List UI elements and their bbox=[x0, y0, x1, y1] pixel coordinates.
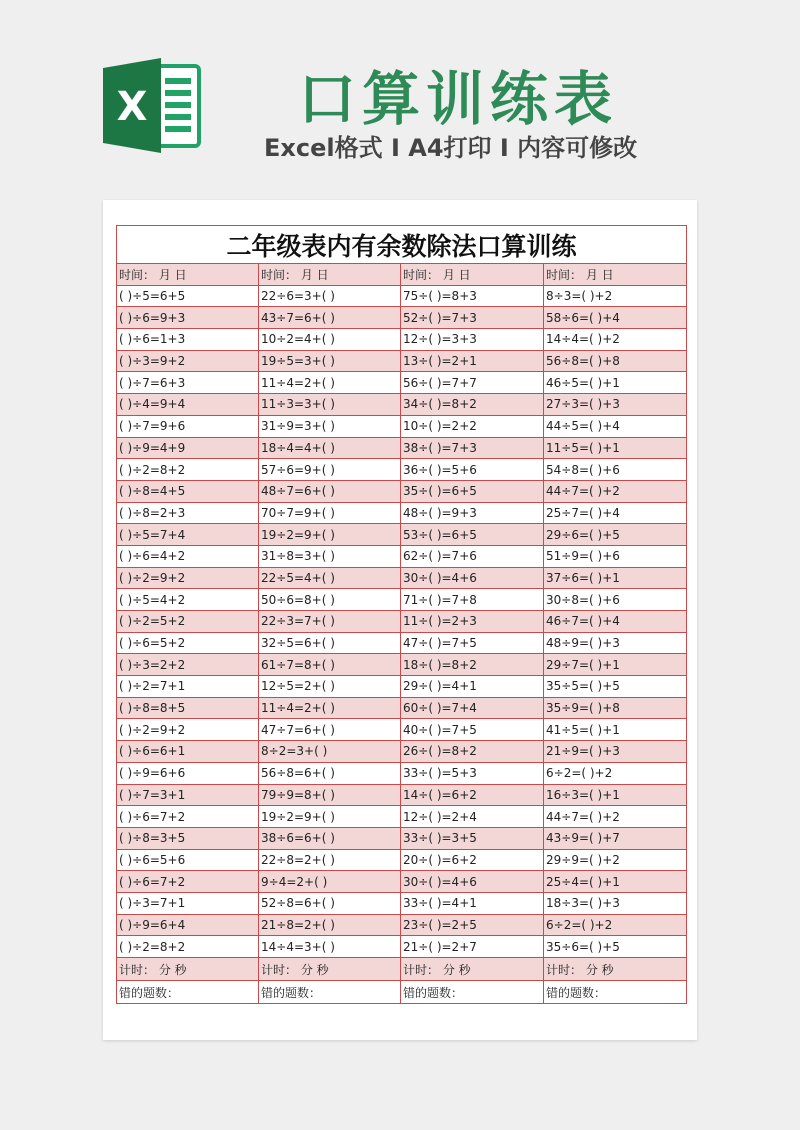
table-row bbox=[117, 372, 687, 394]
problem-cell[interactable]: 32÷5=6+( ) bbox=[259, 632, 401, 654]
problem-cell[interactable]: ( )÷2=8+2 bbox=[117, 459, 259, 481]
timer-label[interactable]: 计时： 分 秒 bbox=[401, 958, 544, 981]
table-row bbox=[117, 871, 687, 893]
problem-cell[interactable]: 11÷3=3+( ) bbox=[259, 394, 401, 416]
problem-cell[interactable]: ( )÷6=1+3 bbox=[117, 329, 259, 351]
table-row bbox=[117, 784, 687, 806]
errors-label[interactable]: 错的题数： bbox=[259, 981, 401, 1004]
problem-cell[interactable]: 22÷5=4+( ) bbox=[259, 567, 401, 589]
problem-cell[interactable]: 30÷8=( )+6 bbox=[544, 589, 687, 611]
problem-cell[interactable]: ( )÷9=6+4 bbox=[117, 914, 259, 936]
problem-cell[interactable]: 52÷( )=7+3 bbox=[401, 307, 544, 329]
problem-cell[interactable]: 29÷6=( )+5 bbox=[544, 524, 687, 546]
table-row bbox=[117, 632, 687, 654]
problem-cell[interactable]: 11÷( )=2+3 bbox=[401, 611, 544, 633]
problem-cell[interactable]: 43÷7=6+( ) bbox=[259, 307, 401, 329]
problem-cell[interactable]: ( )÷6=4+2 bbox=[117, 545, 259, 567]
problem-cell[interactable]: 61÷7=8+( ) bbox=[259, 654, 401, 676]
problem-cell[interactable]: 18÷4=4+( ) bbox=[259, 437, 401, 459]
problem-cell[interactable]: 18÷( )=8+2 bbox=[401, 654, 544, 676]
problem-cell[interactable]: ( )÷3=9+2 bbox=[117, 350, 259, 372]
table-row bbox=[117, 545, 687, 567]
problem-cell[interactable]: ( )÷7=6+3 bbox=[117, 372, 259, 394]
timer-label[interactable]: 计时： 分 秒 bbox=[544, 958, 687, 981]
problem-cell[interactable]: 12÷5=2+( ) bbox=[259, 676, 401, 698]
problem-cell[interactable]: 8÷3=( )+2 bbox=[544, 285, 687, 307]
sheet-title: 二年级表内有余数除法口算训练 bbox=[117, 226, 687, 264]
problem-cell[interactable]: 31÷8=3+( ) bbox=[259, 545, 401, 567]
logo-letter: X bbox=[116, 84, 148, 130]
problem-cell[interactable]: 22÷8=2+( ) bbox=[259, 849, 401, 871]
table-row bbox=[117, 827, 687, 849]
table-row bbox=[117, 849, 687, 871]
date-label[interactable]: 时间： 月 日 bbox=[117, 264, 259, 286]
problem-cell[interactable]: 6÷2=( )+2 bbox=[544, 914, 687, 936]
table-row bbox=[117, 806, 687, 828]
problem-cell[interactable]: 79÷9=8+( ) bbox=[259, 784, 401, 806]
page-title: 口算训练表 bbox=[298, 65, 619, 133]
problem-cell[interactable]: 56÷8=6+( ) bbox=[259, 762, 401, 784]
table-row bbox=[117, 589, 687, 611]
page-subtitle: Excel格式 I A4打印 I 内容可修改 bbox=[264, 134, 638, 162]
table-row bbox=[117, 697, 687, 719]
problem-cell[interactable]: 25÷7=( )+4 bbox=[544, 502, 687, 524]
problem-cell[interactable]: ( )÷5=6+5 bbox=[117, 285, 259, 307]
worksheet-paper bbox=[103, 200, 697, 1040]
problem-cell[interactable]: 8÷2=3+( ) bbox=[259, 741, 401, 763]
problem-cell[interactable]: ( )÷6=5+2 bbox=[117, 632, 259, 654]
problem-cell[interactable]: 44÷5=( )+4 bbox=[544, 415, 687, 437]
problem-cell[interactable]: 30÷( )=4+6 bbox=[401, 567, 544, 589]
problem-cell[interactable]: 11÷5=( )+1 bbox=[544, 437, 687, 459]
table-row bbox=[117, 329, 687, 351]
problem-cell[interactable]: ( )÷8=4+5 bbox=[117, 480, 259, 502]
problem-cell[interactable]: ( )÷4=9+4 bbox=[117, 394, 259, 416]
problem-cell[interactable]: ( )÷6=5+6 bbox=[117, 849, 259, 871]
errors-label[interactable]: 错的题数： bbox=[401, 981, 544, 1004]
problem-cell[interactable]: 19÷2=9+( ) bbox=[259, 524, 401, 546]
problem-cell[interactable]: ( )÷5=4+2 bbox=[117, 589, 259, 611]
problem-cell[interactable]: 40÷( )=7+5 bbox=[401, 719, 544, 741]
problem-cell[interactable]: 46÷5=( )+1 bbox=[544, 372, 687, 394]
table-row bbox=[117, 654, 687, 676]
date-label[interactable]: 时间： 月 日 bbox=[259, 264, 401, 286]
problem-cell[interactable]: 14÷( )=6+2 bbox=[401, 784, 544, 806]
problem-cell[interactable]: 16÷3=( )+1 bbox=[544, 784, 687, 806]
practice-table bbox=[116, 225, 687, 1004]
problem-cell[interactable]: 21÷( )=2+7 bbox=[401, 936, 544, 958]
date-label[interactable]: 时间： 月 日 bbox=[401, 264, 544, 286]
problem-cell[interactable]: ( )÷8=2+3 bbox=[117, 502, 259, 524]
problem-cell[interactable]: 21÷9=( )+3 bbox=[544, 741, 687, 763]
problem-cell[interactable]: 29÷9=( )+2 bbox=[544, 849, 687, 871]
problem-cell[interactable]: 10÷2=4+( ) bbox=[259, 329, 401, 351]
table-row bbox=[117, 459, 687, 481]
problem-cell[interactable]: 48÷9=( )+3 bbox=[544, 632, 687, 654]
problem-cell[interactable]: 11÷4=2+( ) bbox=[259, 372, 401, 394]
problem-cell[interactable]: 35÷9=( )+8 bbox=[544, 697, 687, 719]
problem-cell[interactable]: 13÷( )=2+1 bbox=[401, 350, 544, 372]
problem-cell[interactable]: 29÷7=( )+1 bbox=[544, 654, 687, 676]
problem-cell[interactable]: ( )÷9=4+9 bbox=[117, 437, 259, 459]
problem-cell[interactable]: 38÷6=6+( ) bbox=[259, 827, 401, 849]
problem-cell[interactable]: ( )÷6=7+2 bbox=[117, 871, 259, 893]
problem-cell[interactable]: 60÷( )=7+4 bbox=[401, 697, 544, 719]
table-row bbox=[117, 914, 687, 936]
problem-cell[interactable]: 23÷( )=2+5 bbox=[401, 914, 544, 936]
problem-cell[interactable]: 62÷( )=7+6 bbox=[401, 545, 544, 567]
problem-cell[interactable]: 46÷7=( )+4 bbox=[544, 611, 687, 633]
table-row bbox=[117, 437, 687, 459]
problem-cell[interactable]: 51÷9=( )+6 bbox=[544, 545, 687, 567]
problem-cell[interactable]: 37÷6=( )+1 bbox=[544, 567, 687, 589]
timer-label[interactable]: 计时： 分 秒 bbox=[259, 958, 401, 981]
problem-cell[interactable]: ( )÷6=9+3 bbox=[117, 307, 259, 329]
errors-label[interactable]: 错的题数： bbox=[544, 981, 687, 1004]
problem-cell[interactable]: 33÷( )=3+5 bbox=[401, 827, 544, 849]
problem-cell[interactable]: 11÷4=2+( ) bbox=[259, 697, 401, 719]
problem-cell[interactable]: 47÷( )=7+5 bbox=[401, 632, 544, 654]
problem-cell[interactable]: ( )÷3=2+2 bbox=[117, 654, 259, 676]
problem-cell[interactable]: 35÷6=( )+5 bbox=[544, 936, 687, 958]
table-row bbox=[117, 394, 687, 416]
problem-cell[interactable]: ( )÷7=9+6 bbox=[117, 415, 259, 437]
problem-cell[interactable]: ( )÷5=7+4 bbox=[117, 524, 259, 546]
problem-cell[interactable]: 35÷( )=6+5 bbox=[401, 480, 544, 502]
table-row bbox=[117, 480, 687, 502]
table-row bbox=[117, 415, 687, 437]
problem-cell[interactable]: 9÷4=2+( ) bbox=[259, 871, 401, 893]
problem-cell[interactable]: 26÷( )=8+2 bbox=[401, 741, 544, 763]
problem-cell[interactable]: 19÷2=9+( ) bbox=[259, 806, 401, 828]
problem-cell[interactable]: ( )÷2=9+2 bbox=[117, 567, 259, 589]
problem-cell[interactable]: 43÷9=( )+7 bbox=[544, 827, 687, 849]
problem-cell[interactable]: 22÷3=7+( ) bbox=[259, 611, 401, 633]
problem-cell[interactable]: 12÷( )=2+4 bbox=[401, 806, 544, 828]
problem-cell[interactable]: 34÷( )=8+2 bbox=[401, 394, 544, 416]
problem-cell[interactable]: 20÷( )=6+2 bbox=[401, 849, 544, 871]
problem-cell[interactable]: ( )÷2=7+1 bbox=[117, 676, 259, 698]
table-row bbox=[117, 676, 687, 698]
problem-cell[interactable]: 31÷9=3+( ) bbox=[259, 415, 401, 437]
problem-cell[interactable]: ( )÷6=7+2 bbox=[117, 806, 259, 828]
problem-cell[interactable]: 6÷2=( )+2 bbox=[544, 762, 687, 784]
problem-cell[interactable]: 54÷8=( )+6 bbox=[544, 459, 687, 481]
problem-cell[interactable]: ( )÷2=8+2 bbox=[117, 936, 259, 958]
problem-cell[interactable]: 33÷( )=5+3 bbox=[401, 762, 544, 784]
problem-cell[interactable]: 75÷( )=8+3 bbox=[401, 285, 544, 307]
problem-cell[interactable]: ( )÷7=3+1 bbox=[117, 784, 259, 806]
problem-cell[interactable]: 27÷3=( )+3 bbox=[544, 394, 687, 416]
table-row bbox=[117, 350, 687, 372]
problem-cell[interactable]: ( )÷3=7+1 bbox=[117, 892, 259, 914]
table-row bbox=[117, 611, 687, 633]
errors-label[interactable]: 错的题数： bbox=[117, 981, 259, 1004]
problem-cell[interactable]: 53÷( )=6+5 bbox=[401, 524, 544, 546]
problem-cell[interactable]: 21÷8=2+( ) bbox=[259, 914, 401, 936]
table-row bbox=[117, 719, 687, 741]
problem-cell[interactable]: 12÷( )=3+3 bbox=[401, 329, 544, 351]
problem-cell[interactable]: 19÷5=3+( ) bbox=[259, 350, 401, 372]
problem-cell[interactable]: ( )÷6=6+1 bbox=[117, 741, 259, 763]
table-row bbox=[117, 936, 687, 958]
table-row bbox=[117, 762, 687, 784]
problem-cell[interactable]: 56÷8=( )+8 bbox=[544, 350, 687, 372]
table-row bbox=[117, 285, 687, 307]
problem-cell[interactable]: 47÷7=6+( ) bbox=[259, 719, 401, 741]
problem-cell[interactable]: 71÷( )=7+8 bbox=[401, 589, 544, 611]
table-row bbox=[117, 502, 687, 524]
problem-cell[interactable]: ( )÷2=9+2 bbox=[117, 719, 259, 741]
problem-cell[interactable]: 44÷7=( )+2 bbox=[544, 806, 687, 828]
problem-cell[interactable]: 56÷( )=7+7 bbox=[401, 372, 544, 394]
problem-cell[interactable]: 41÷5=( )+1 bbox=[544, 719, 687, 741]
problem-cell[interactable]: 48÷( )=9+3 bbox=[401, 502, 544, 524]
table-row bbox=[117, 524, 687, 546]
date-label[interactable]: 时间： 月 日 bbox=[544, 264, 687, 286]
problem-cell[interactable]: 14÷4=( )+2 bbox=[544, 329, 687, 351]
problem-cell[interactable]: 50÷6=8+( ) bbox=[259, 589, 401, 611]
problem-cell[interactable]: 33÷( )=4+1 bbox=[401, 892, 544, 914]
problem-cell[interactable]: 25÷4=( )+1 bbox=[544, 871, 687, 893]
problem-cell[interactable]: 10÷( )=2+2 bbox=[401, 415, 544, 437]
problem-cell[interactable]: ( )÷2=5+2 bbox=[117, 611, 259, 633]
problem-cell[interactable]: 57÷6=9+( ) bbox=[259, 459, 401, 481]
problem-cell[interactable]: 14÷4=3+( ) bbox=[259, 936, 401, 958]
problem-cell[interactable]: 18÷3=( )+3 bbox=[544, 892, 687, 914]
table-row bbox=[117, 567, 687, 589]
table-row bbox=[117, 892, 687, 914]
problem-cell[interactable]: ( )÷8=3+5 bbox=[117, 827, 259, 849]
problem-cell[interactable]: 29÷( )=4+1 bbox=[401, 676, 544, 698]
problem-cell[interactable]: 38÷( )=7+3 bbox=[401, 437, 544, 459]
problem-cell[interactable]: 44÷7=( )+2 bbox=[544, 480, 687, 502]
problem-cell[interactable]: 48÷7=6+( ) bbox=[259, 480, 401, 502]
timer-label[interactable]: 计时： 分 秒 bbox=[117, 958, 259, 981]
problem-cell[interactable]: 36÷( )=5+6 bbox=[401, 459, 544, 481]
table-row bbox=[117, 307, 687, 329]
problem-cell[interactable]: ( )÷9=6+6 bbox=[117, 762, 259, 784]
problem-cell[interactable]: 70÷7=9+( ) bbox=[259, 502, 401, 524]
table-row bbox=[117, 741, 687, 763]
problem-cell[interactable]: 22÷6=3+( ) bbox=[259, 285, 401, 307]
problem-cell[interactable]: 35÷5=( )+5 bbox=[544, 676, 687, 698]
problem-cell[interactable]: 58÷6=( )+4 bbox=[544, 307, 687, 329]
problem-cell[interactable]: 30÷( )=4+6 bbox=[401, 871, 544, 893]
problem-cell[interactable]: ( )÷8=8+5 bbox=[117, 697, 259, 719]
problem-cell[interactable]: 52÷8=6+( ) bbox=[259, 892, 401, 914]
excel-logo-icon bbox=[103, 58, 203, 153]
